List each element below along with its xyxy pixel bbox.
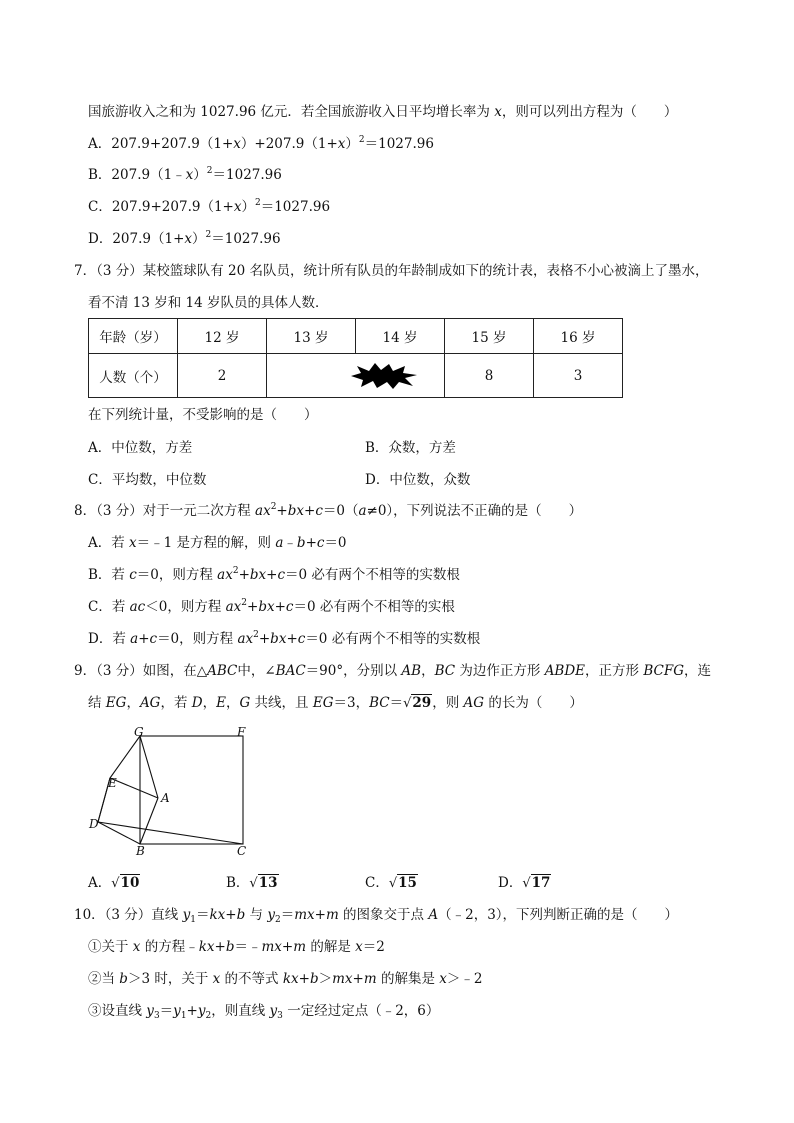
point-label-e: E [108, 776, 117, 790]
table-cell: 3 [534, 354, 623, 398]
table-header-cell: 12 岁 [178, 319, 267, 354]
age-statistics-table [88, 318, 623, 398]
point-label-a: A [161, 791, 170, 805]
table-row-label: 人数（个） [89, 354, 178, 398]
q10-statement-3: ③设直线 $y_3=y_1+y_2$，则直线 $y_3$ 一定经过定点（﹣2，6） [88, 1003, 440, 1021]
q9-option-a: A．√10 [88, 875, 140, 891]
q7-option-d: D．中位数，众数 [365, 472, 471, 488]
table-header-cell: 14 岁 [356, 319, 445, 354]
q10-statement-2: ②当 b＞3 时，关于 x 的不等式 kx+b＞mx+m 的解集是 x＞﹣2 [88, 971, 483, 987]
q9-option-c: C．√15 [365, 875, 417, 891]
table-header-cell: 13 岁 [267, 319, 356, 354]
question-7-ask: 在下列统计量，不受影响的是（ ） [88, 407, 318, 423]
q7-option-a: A．中位数，方差 [88, 440, 193, 456]
q7-option-c: C．平均数，中位数 [88, 472, 207, 488]
q8-option-d: D．若 a+c＝0，则方程 $ax^2+bx+c=0$ 必有两个不相等的实数根 [88, 630, 481, 647]
question-7-stem-line1: 7．（3 分）某校篮球队有 20 名队员，统计所有队员的年龄制成如下的统计表，表格不小心被滴上了墨水， [74, 263, 709, 279]
q6-option-c: C．$207.9+207.9(1+x)^2=1027.96$ [88, 198, 331, 215]
point-label-b: B [136, 844, 145, 858]
table-header-cell: 16 岁 [534, 319, 623, 354]
question-10-stem: 10．（3 分）直线 $y_1=kx+b$ 与 $y_2=mx+m$ 的图象交于点 A（﹣2，3），下列判断正确的是（ ） [74, 907, 679, 925]
table-cell: 2 [178, 354, 267, 398]
table-header-cell: 年龄（岁） [89, 319, 178, 354]
point-label-f: F [237, 725, 246, 739]
q9-option-d: D．√17 [498, 875, 551, 891]
question-6-stem: 国旅游收入之和为 1027.96 亿元．若全国旅游收入日平均增长率为 x，则可以列出方程为（ ） [88, 104, 678, 120]
q6-option-b: B．207.9（1﹣x）$^2$＝1027.96 [88, 166, 282, 183]
table-header-cell: 15 岁 [445, 319, 534, 354]
table-cell: 8 [445, 354, 534, 398]
q8-option-b: B．若 c＝0，则方程 $ax^2+bx+c=0$ 必有两个不相等的实数根 [88, 566, 460, 583]
geometry-figure [86, 724, 266, 858]
q8-option-c: C．若 ac＜0，则方程 $ax^2+bx+c=0$ 必有两个不相等的实根 [88, 598, 455, 615]
point-label-g: G [134, 725, 144, 739]
sqrt-29: √29 [403, 695, 432, 711]
q6-option-a: A．$207.9+207.9(1+x)+207.9(1+x)^2=1027.96$ [88, 135, 434, 152]
ink-blot-cell [267, 354, 445, 398]
q8-option-a: A．若 x＝﹣1 是方程的解，则 a﹣b+c＝0 [88, 535, 347, 551]
table-header-row [89, 319, 623, 354]
q10-statement-1: ①关于 x 的方程﹣kx+b＝﹣mx+m 的解是 x＝2 [88, 939, 385, 955]
question-8-stem: 8．（3 分）对于一元二次方程 $ax^2+bx+c=0(a\ne 0)$，下列说法不正确的是（ ） [74, 502, 583, 519]
question-9-stem-line2: 结 EG，AG，若 D，E，G 共线，且 EG＝3，BC＝√29，则 AG 的长为（ ） [88, 695, 583, 711]
q9-option-b: B．√13 [226, 875, 278, 891]
point-label-c: C [237, 844, 247, 858]
point-label-d: D [89, 817, 99, 831]
q6-option-d: D．$207.9(1+x)^2=1027.96$ [88, 230, 281, 247]
table-row [89, 354, 623, 398]
question-9-stem-line1: 9．（3 分）如图，在△ABC中，∠BAC＝90°，分别以 AB，BC 为边作正方形 ABDE，正方形 BCFG，连 [74, 663, 711, 679]
q7-option-b: B．众数，方差 [365, 440, 456, 456]
question-7-stem-line2: 看不清 13 岁和 14 岁队员的具体人数． [88, 295, 329, 311]
ink-blot-icon [349, 363, 419, 389]
